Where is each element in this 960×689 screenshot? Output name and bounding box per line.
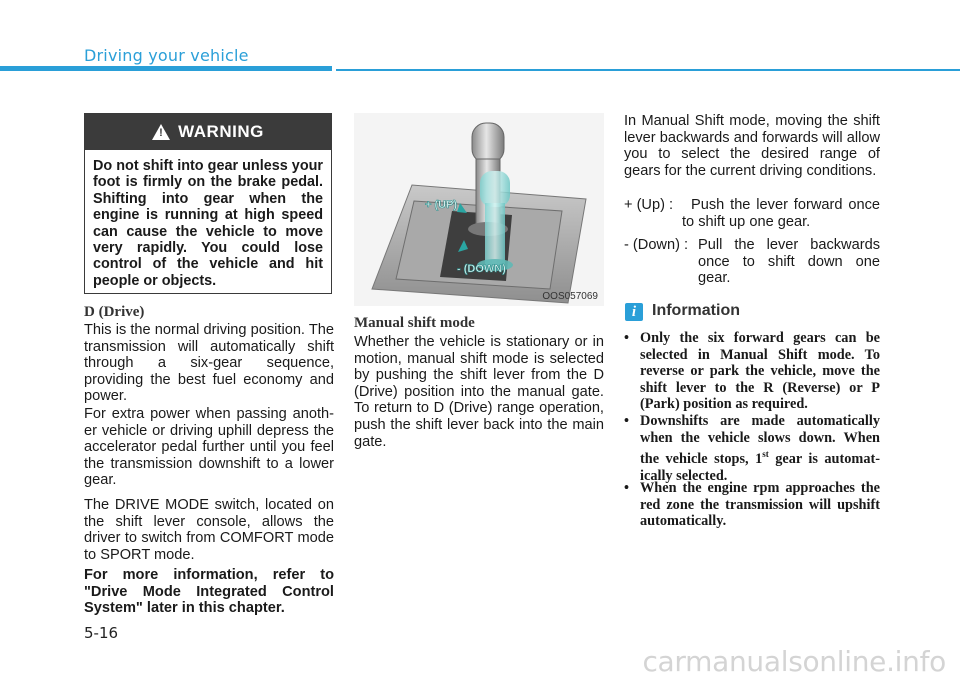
drive-paragraph-2: For extra power when passing anoth-er vehicle or driving uphill depress the accelerator pedal further until you feel the transmission downshift to a lower gear. (84, 406, 334, 489)
info-title: Information (652, 302, 740, 319)
definition-down-term: - (Down) : (624, 237, 689, 253)
figure-up-label: + (UP) (425, 199, 458, 211)
warning-icon: ! (152, 124, 170, 140)
info-bullet-2-part-b: gear is automat-ically selected. (640, 450, 880, 484)
manual-paragraph-1: Whether the vehicle is stationary or in motion, manual shift mode is selected by pushing the shift lever from the D (Drive) position into the manual gate. To return to D (Drive) range operation, push the shift lever back into the main gate. (354, 334, 604, 450)
watermark: carmanualsonline.info (642, 645, 946, 678)
bullet-dot: • (624, 330, 630, 346)
bullet-dot: • (624, 413, 630, 429)
col3-paragraph-1: In Manual Shift mode, moving the shift lever backwards and forwards will allow you to select the desired range of gears for the current driving conditions. (624, 113, 880, 179)
warning-header (85, 114, 331, 150)
page-number: 5-16 (84, 624, 119, 642)
definition-up (624, 197, 880, 230)
definition-up-text: Push the lever forward once to shift up one gear. (682, 197, 880, 230)
drive-heading: D (Drive) (84, 304, 145, 320)
info-bullet-2-part-a: Downshifts are made automatically when the vehicle slows down. When the vehicle stops, 1 (640, 413, 880, 467)
info-icon: i (625, 303, 643, 321)
info-bullet-2-sup: st (762, 449, 769, 460)
shift-lever-illustration (354, 113, 604, 306)
manual-heading: Manual shift mode (354, 315, 475, 331)
shift-lever-figure (354, 113, 604, 306)
bullet-dot: • (624, 480, 630, 496)
header-title: Driving your vehicle (84, 46, 249, 65)
definition-up-term: + (Up) : (624, 197, 674, 213)
info-bullet-3-text: When the engine rpm approaches the red zone the transmission will upshift automatically. (640, 480, 880, 530)
info-bullet-3 (624, 480, 880, 530)
header-rule-thick (0, 66, 332, 71)
definition-down (624, 237, 880, 287)
header-rule-thin (336, 69, 960, 71)
drive-paragraph-3: The DRIVE MODE switch, located on the shift lever console, allows the driver to switch from COMFORT mode to SPORT mode. (84, 497, 334, 563)
info-bullet-2 (624, 413, 880, 484)
warning-box (84, 113, 332, 294)
warning-text: Do not shift into gear unless your foot is firmly on the brake pedal. Shifting into gear when the engine is running at high speed can cause the vehicle to move very rapidly. You could lose control of the vehicle and hit people or objects. (93, 158, 323, 289)
info-bullet-1-text: Only the six forward gears can be selected in Manual Shift mode. To reverse or park the vehicle, move the shift lever to the R (Reverse) or P (Park) position as required. (640, 330, 880, 413)
drive-paragraph-1: This is the normal driving position. The transmission will automatically shift through a six-gear sequence, providing the best fuel economy and power. (84, 322, 334, 405)
info-bullet-2-text (624, 413, 880, 484)
drive-paragraph-4: For more information, refer to "Drive Mode Integrated Control System" later in this chapter. (84, 567, 334, 617)
definition-down-text: Pull the lever backwards once to shift down one gear. (698, 237, 880, 287)
warning-title: WARNING (178, 122, 264, 141)
info-bullet-1 (624, 330, 880, 413)
figure-down-label: - (DOWN) (457, 263, 506, 275)
figure-code: OOS057069 (542, 291, 598, 302)
